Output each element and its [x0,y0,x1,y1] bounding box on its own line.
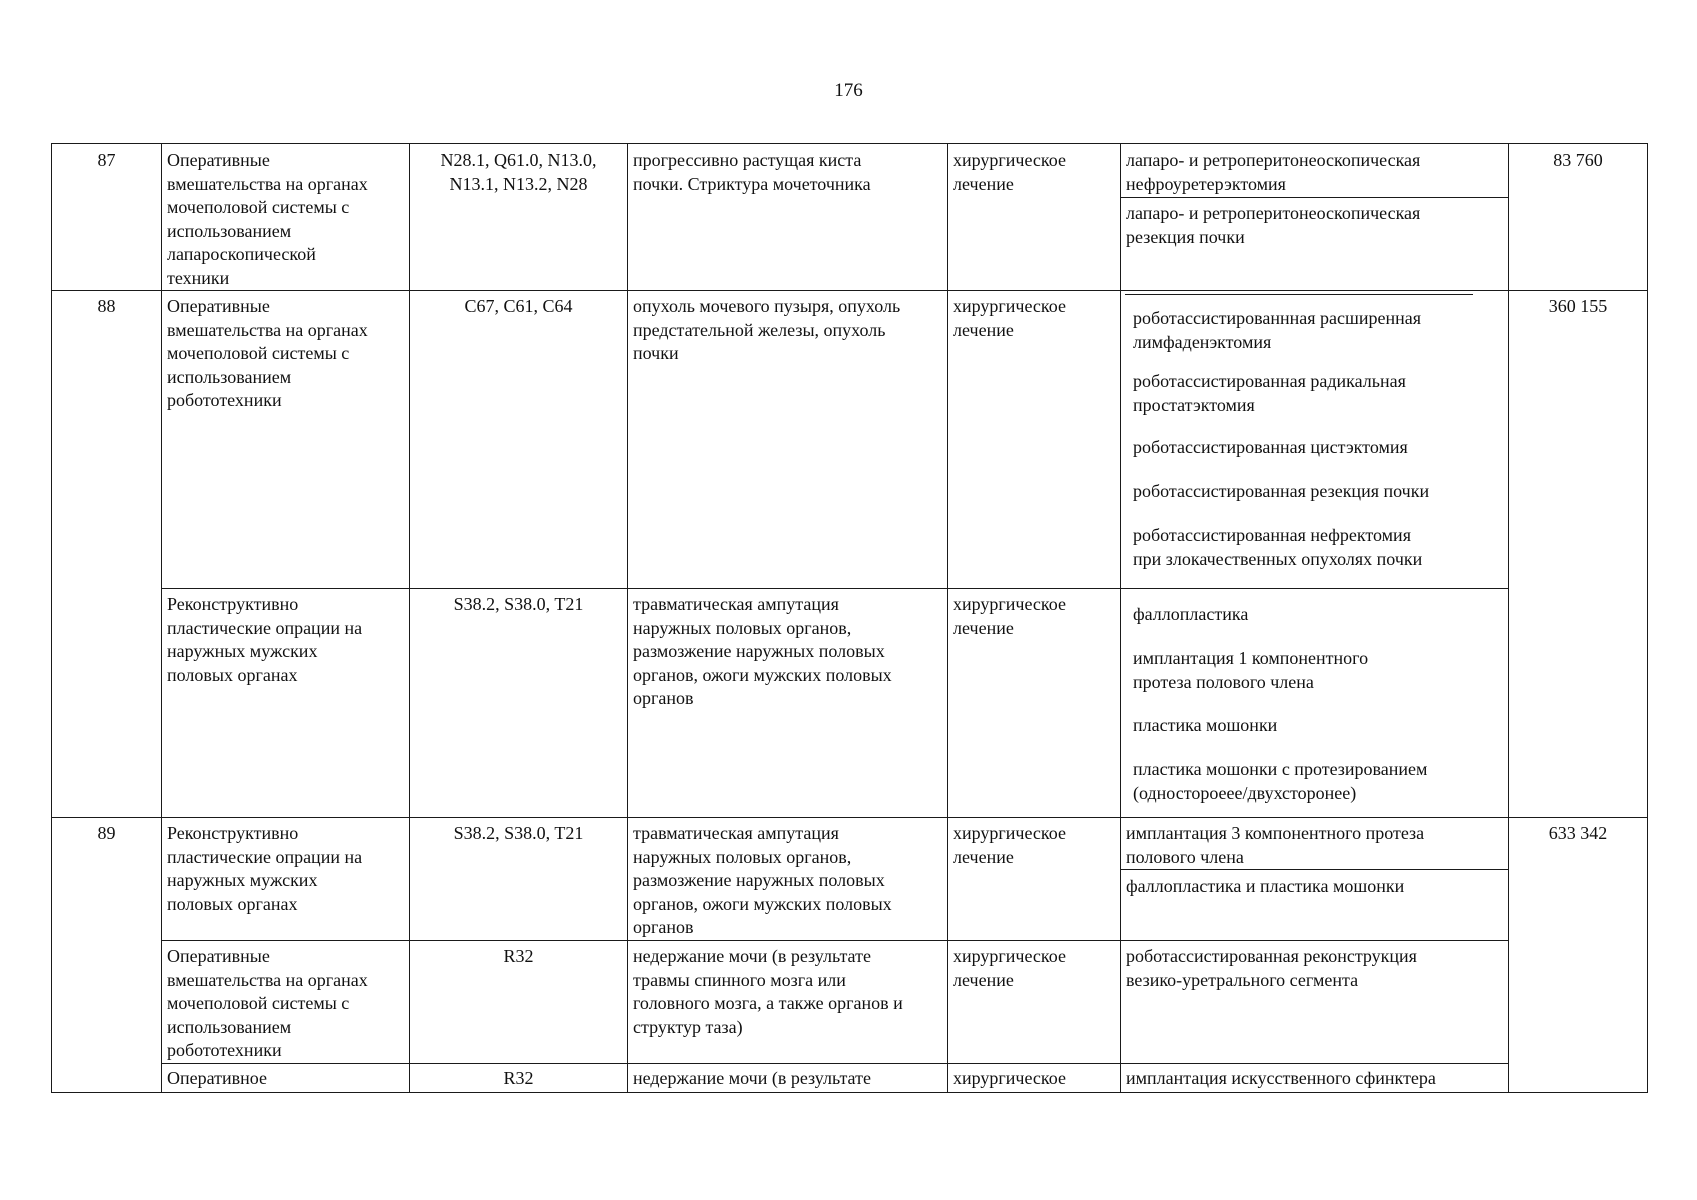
subrow-divider [161,1063,1508,1064]
method-divider [1125,294,1473,295]
row-divider [52,290,1647,291]
row-number: 89 [97,823,116,843]
column-divider [627,144,628,1092]
patient-model: травматическая ампутация наружных половых органов, размозжение наружных половых органов, ожоги мужских половых органов [633,594,892,708]
icd-codes: R32 [503,946,534,966]
procedure-group-name: Реконструктивно пластические опрации на наружных мужских половых органах [167,823,363,914]
treatment-method: лапаро- и ретроперитонеоскопическая нефроуретерэктомия [1126,150,1421,194]
cost-value: 360 155 [1548,296,1608,316]
treatment-type: хирургическое лечение [953,150,1066,194]
treatment-method: роботассистированная нефректомия при злокачественных опухолях почки [1133,525,1423,569]
patient-model: прогрессивно растущая киста почки. Стриктура мочеточника [633,150,871,194]
row-number: 87 [97,150,116,170]
treatment-method: роботассистированная цистэктомия [1133,437,1408,457]
treatment-method: роботассистированная радикальная простатэктомия [1133,371,1406,415]
row-number: 88 [97,296,116,316]
method-divider [1120,197,1508,198]
subrow-divider [161,940,1508,941]
column-divider [1120,144,1121,1092]
page-number: 176 [834,80,863,101]
icd-codes: C67, C61, C64 [464,296,573,316]
method-divider [1120,869,1508,870]
icd-codes: S38.2, S38.0, T21 [453,823,584,843]
column-divider [1508,144,1509,1092]
treatment-method: имплантация 1 компонентного протеза полового члена [1133,648,1369,692]
cost-value: 83 760 [1553,150,1603,170]
treatment-type: хирургическое лечение [953,946,1066,990]
procedure-group-name: Оперативные вмешательства на органах мочеполовой системы с использованием робототехники [167,296,368,410]
patient-model: недержание мочи (в результате травмы спинного мозга или головного мозга, а также органов и структур таза) [633,946,903,1037]
treatment-method: роботассистированная реконструкция везико-уретрального сегмента [1126,946,1417,990]
procedure-group-name: Оперативные вмешательства на органах мочеполовой системы с использованием лапароскопической техники [167,150,368,288]
procedure-group-name: Реконструктивно пластические опрации на наружных мужских половых органах [167,594,363,685]
treatment-method: пластика мошонки с протезированием (одностороеее/двухсторонее) [1133,759,1428,803]
treatment-method: пластика мошонки [1133,715,1278,735]
subrow-divider [161,588,1508,589]
patient-model: травматическая ампутация наружных половых органов, размозжение наружных половых органов, ожоги мужских половых органов [633,823,892,937]
treatment-type: хирургическое лечение [953,594,1066,638]
treatment-method: имплантация искусственного сфинктера [1126,1068,1436,1088]
procedures-table [51,143,1648,1093]
cost-value: 633 342 [1548,823,1608,843]
treatment-method: фаллопластика и пластика мошонки [1126,876,1405,896]
treatment-method: роботассистированнная расширенная лимфаденэктомия [1133,308,1422,352]
treatment-type: хирургическое лечение [953,823,1066,867]
treatment-method: роботассистированная резекция почки [1133,481,1430,501]
icd-codes: N28.1, Q61.0, N13.0, N13.1, N13.2, N28 [440,150,597,194]
patient-model: недержание мочи (в результате [633,1068,871,1088]
treatment-type: хирургическое лечение [953,296,1066,340]
column-divider [161,144,162,1092]
row-divider [52,817,1647,818]
treatment-type: хирургическое [953,1068,1066,1088]
treatment-method: имплантация 3 компонентного протеза полового члена [1126,823,1425,867]
icd-codes: R32 [503,1068,534,1088]
treatment-method: лапаро- и ретроперитонеоскопическая резекция почки [1126,203,1421,247]
treatment-method: фаллопластика [1133,604,1249,624]
icd-codes: S38.2, S38.0, T21 [453,594,584,614]
procedure-group-name: Оперативное [167,1068,267,1088]
procedure-group-name: Оперативные вмешательства на органах мочеполовой системы с использованием робототехники [167,946,368,1060]
column-divider [947,144,948,1092]
patient-model: опухоль мочевого пузыря, опухоль предстательной железы, опухоль почки [633,296,901,363]
